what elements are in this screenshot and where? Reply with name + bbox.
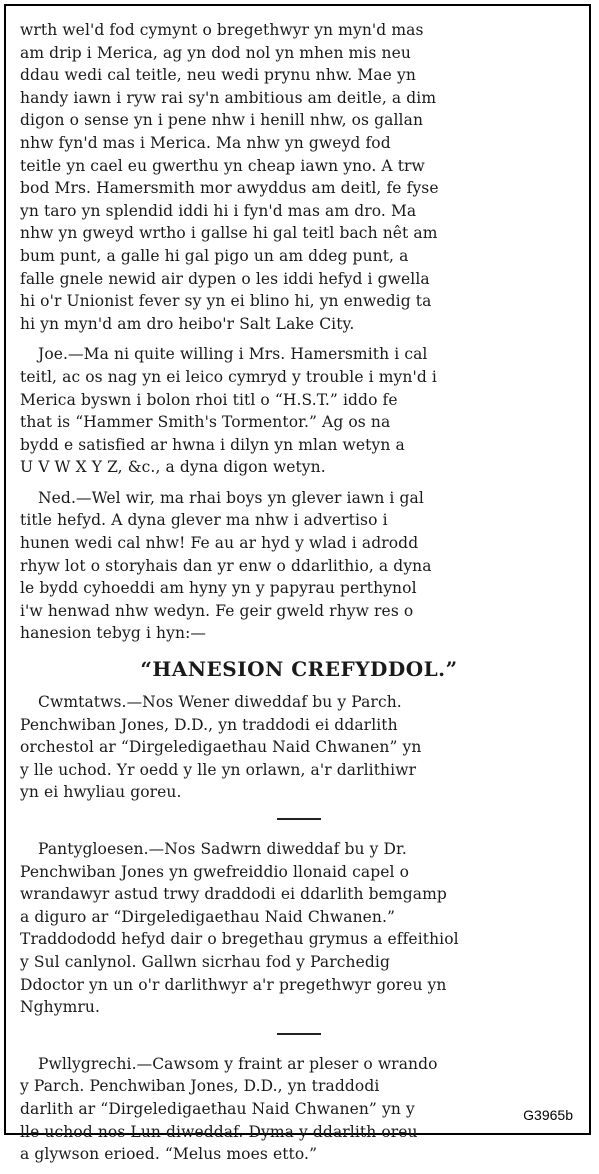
text-line: hi o'r Unionist fever sy yn ei blino hi, yn enwedig ta	[20, 292, 432, 311]
text-line: Traddododd hefyd dair o bregethau grymus a effeithiol	[20, 930, 459, 949]
text-line: y Parch. Penchwiban Jones, D.D., yn traddodi	[20, 1077, 380, 1096]
section-heading: “HANESION CREFYDDOL.”	[140, 657, 458, 682]
text-line: hunen wedi cal nhw! Fe au ar hyd y wlad i adrodd	[20, 534, 419, 553]
text-line: Penchwiban Jones, D.D., yn traddodi ei ddarlith	[20, 715, 398, 734]
text-line: falle gnele newid air dypen o les iddi hefyd i gwella	[20, 269, 430, 288]
report-pantygloesen	[20, 838, 578, 1019]
text-line: i'w henwad nhw wedyn. Fe geir gweld rhyw res o	[20, 601, 414, 620]
text-line: darlith ar “Dirgeledigaethau Naid Chwanen” yn y	[20, 1099, 415, 1118]
text-line: title hefyd. A dyna glever ma nhw i advertiso i	[20, 511, 388, 530]
text-line: handy iawn i ryw rai sy'n ambitious am deitle, a dim	[20, 88, 437, 107]
text-line: Nghymru.	[20, 998, 101, 1017]
text-line: Cwmtatws.—Nos Wener diweddaf bu y Parch.	[38, 693, 402, 712]
text-line: that is “Hammer Smith's Tormentor.” Ag os na	[20, 413, 391, 432]
text-line: Merica byswn i bolon rhoi titl o “H.S.T.” iddo fe	[20, 390, 398, 409]
paragraph-ned	[20, 487, 578, 645]
text-line: U V W X Y Z, &c., a dyna digon wetyn.	[20, 458, 326, 477]
text-line: bod Mrs. Hamersmith mor awyddus am deitl, fe fyse	[20, 179, 439, 198]
text-line: nhw yn gweyd wrtho i gallse hi gal teitl bach nêt am	[20, 224, 438, 243]
text-line: y lle uchod. Yr oedd y lle yn orlawn, a'r darlithiwr	[20, 760, 417, 779]
text-line: le bydd cyhoeddi am hyny yn y papyrau perthynol	[20, 579, 417, 598]
text-line: Ddoctor yn un o'r darlithwyr a'r pregethwyr goreu yn	[20, 975, 447, 994]
text-line: am drip i Merica, ag yn dod nol yn mhen mis neu	[20, 43, 411, 62]
newspaper-clipping	[4, 4, 591, 1164]
article-column	[20, 19, 578, 1174]
text-line: Joe.—Ma ni quite willing i Mrs. Hamersmith i cal	[38, 345, 428, 364]
text-line: rhyw lot o storyhais dan yr enw o ddarlithio, a dyna	[20, 556, 432, 575]
text-line: Pwllygrechi.—Cawsom y fraint ar pleser o wrando	[38, 1054, 438, 1073]
text-line: Ned.—Wel wir, ma rhai boys yn glever iawn i gal	[38, 488, 424, 507]
text-line: hanesion tebyg i hyn:—	[20, 624, 206, 643]
text-line: Pantygloesen.—Nos Sadwrn diweddaf bu y Dr.	[38, 840, 407, 858]
text-line: hi yn myn'd am dro heibo'r Salt Lake City.	[20, 314, 355, 333]
section-divider	[277, 1033, 321, 1035]
text-line: a diguro ar “Dirgeledigaethau Naid Chwanen.”	[20, 907, 396, 926]
text-line: digon o sense yn i pene nhw i henill nhw, os gallan	[20, 111, 424, 130]
text-line: ddau wedi cal teitle, neu wedi prynu nhw. Mae yn	[20, 66, 416, 85]
text-line: a glywson erioed. “Melus moes etto.”	[20, 1145, 318, 1164]
text-line: yn ei hwyliau goreu.	[20, 783, 182, 802]
report-cwmtatws	[20, 691, 578, 804]
text-line: wrandawyr astud trwy draddodi ei ddarlith bemgamp	[20, 885, 447, 904]
text-line: wrth wel'd fod cymynt o bregethwyr yn myn'd mas	[20, 21, 424, 39]
paragraph-intro	[20, 19, 578, 335]
text-line: Penchwiban Jones yn gwefreiddio llonaid capel o	[20, 862, 410, 881]
text-line: teitl, ac os nag yn ei leico cymryd y trouble i myn'd i	[20, 367, 437, 386]
paragraph-joe	[20, 343, 578, 479]
text-line: nhw fyn'd mas i Merica. Ma nhw yn gweyd fod	[20, 133, 391, 152]
text-line: bum punt, a galle hi gal pigo un am ddeg punt, a	[20, 246, 409, 265]
catalog-number: G3965b	[523, 1107, 573, 1123]
text-line: orchestol ar “Dirgeledigaethau Naid Chwanen” yn	[20, 738, 422, 757]
report-pwllygrechi	[20, 1053, 578, 1166]
text-line: bydd e satisfied ar hwna i dilyn yn mlan wetyn a	[20, 435, 405, 454]
text-line: teitle yn cael eu gwerthu yn cheap iawn yno. A trw	[20, 156, 425, 175]
text-line: lle uchod nos Lun diweddaf. Dyma y ddarlith oreu	[20, 1122, 418, 1141]
section-divider	[277, 818, 321, 820]
text-line: y Sul canlynol. Gallwn sicrhau fod y Parchedig	[20, 952, 390, 971]
text-line: yn taro yn splendid iddi hi i fyn'd mas am dro. Ma	[20, 201, 417, 220]
